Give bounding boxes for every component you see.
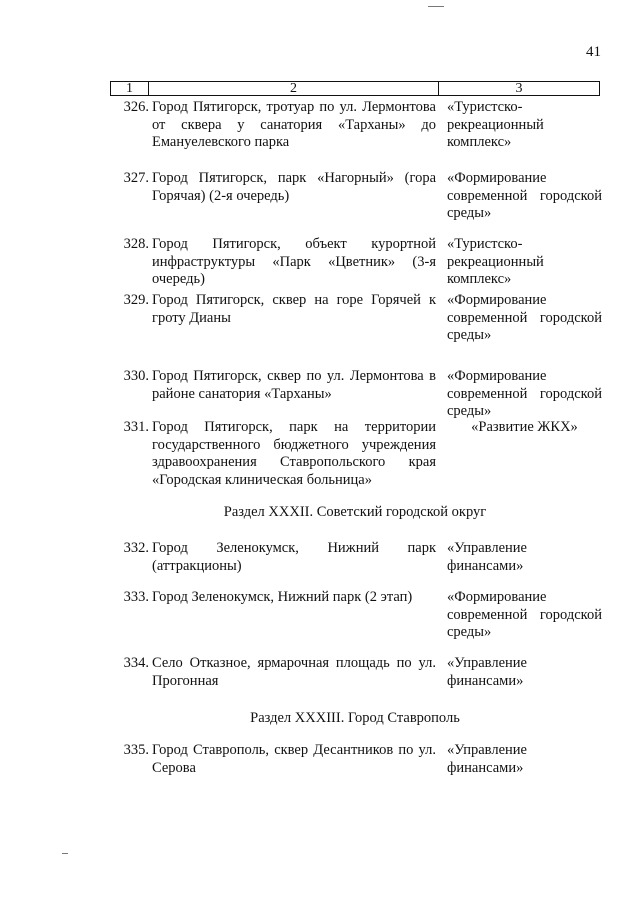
header-col-3: 3 xyxy=(515,81,523,96)
scan-mark-top xyxy=(428,6,444,7)
program-name: «Формирование современной городской среды» xyxy=(447,292,602,343)
object-name: Город Пятигорск, тротуар по ул. Лермонтова от сквера у санатория «Тарханы» до Емануелевского парка xyxy=(152,99,436,150)
section-heading: Раздел XXXII. Советский городской округ xyxy=(223,504,487,520)
row-number: 332. xyxy=(123,540,149,556)
row-number: 335. xyxy=(123,742,149,758)
object-name: Город Пятигорск, парк «Нагорный» (гора Горячая) (2-я очередь) xyxy=(152,170,436,204)
row-number: 330. xyxy=(123,368,149,384)
program-name: «Управление финансами» xyxy=(447,540,527,574)
object-name: Город Пятигорск, сквер по ул. Лермонтова в районе санатория «Тарханы» xyxy=(152,368,436,402)
row-number: 327. xyxy=(123,170,149,186)
program-name: «Формирование современной городской среды» xyxy=(447,368,602,419)
table-header xyxy=(110,81,600,96)
object-name: Город Пятигорск, сквер на горе Горячей к гроту Дианы xyxy=(152,292,436,326)
object-name: Город Пятигорск, парк на территории государственного бюджетного учреждения здравоохранения Ставропольского края «Городская клиническая больница» xyxy=(152,419,436,488)
row-number: 326. xyxy=(123,99,149,115)
program-name: «Управление финансами» xyxy=(447,655,527,689)
row-number: 331. xyxy=(123,419,149,435)
row-number: 329. xyxy=(123,292,149,308)
header-col-1: 1 xyxy=(111,82,149,95)
program-name: «Туристско-рекреационный комплекс» xyxy=(447,236,544,287)
row-number: 333. xyxy=(123,589,149,605)
program-name: «Развитие ЖКХ» xyxy=(471,419,578,435)
object-name: Город Пятигорск, объект курортной инфраструктуры «Парк «Цветник» (3-я очередь) xyxy=(152,236,436,287)
object-name: Город Зеленокумск, Нижний парк (2 этап) xyxy=(152,589,413,605)
object-name: Город Ставрополь, сквер Десантников по ул. Серова xyxy=(152,742,436,776)
program-name: «Управление финансами» xyxy=(447,742,527,776)
section-heading: Раздел XXXIII. Город Ставрополь xyxy=(250,710,460,726)
row-number: 334. xyxy=(123,655,149,671)
program-name: «Туристско-рекреационный комплекс» xyxy=(447,99,544,150)
header-col-2: 2 xyxy=(149,82,439,95)
program-name: «Формирование современной городской среды» xyxy=(447,589,602,640)
page-number: 41 xyxy=(586,44,601,60)
scan-mark-bottom xyxy=(62,853,68,854)
object-name: Село Отказное, ярмарочная площадь по ул. Прогонная xyxy=(152,655,436,689)
object-name: Город Зеленокумск, Нижний парк (аттракционы) xyxy=(152,540,436,574)
row-number: 328. xyxy=(123,236,149,252)
program-name: «Формирование современной городской среды» xyxy=(447,170,602,221)
